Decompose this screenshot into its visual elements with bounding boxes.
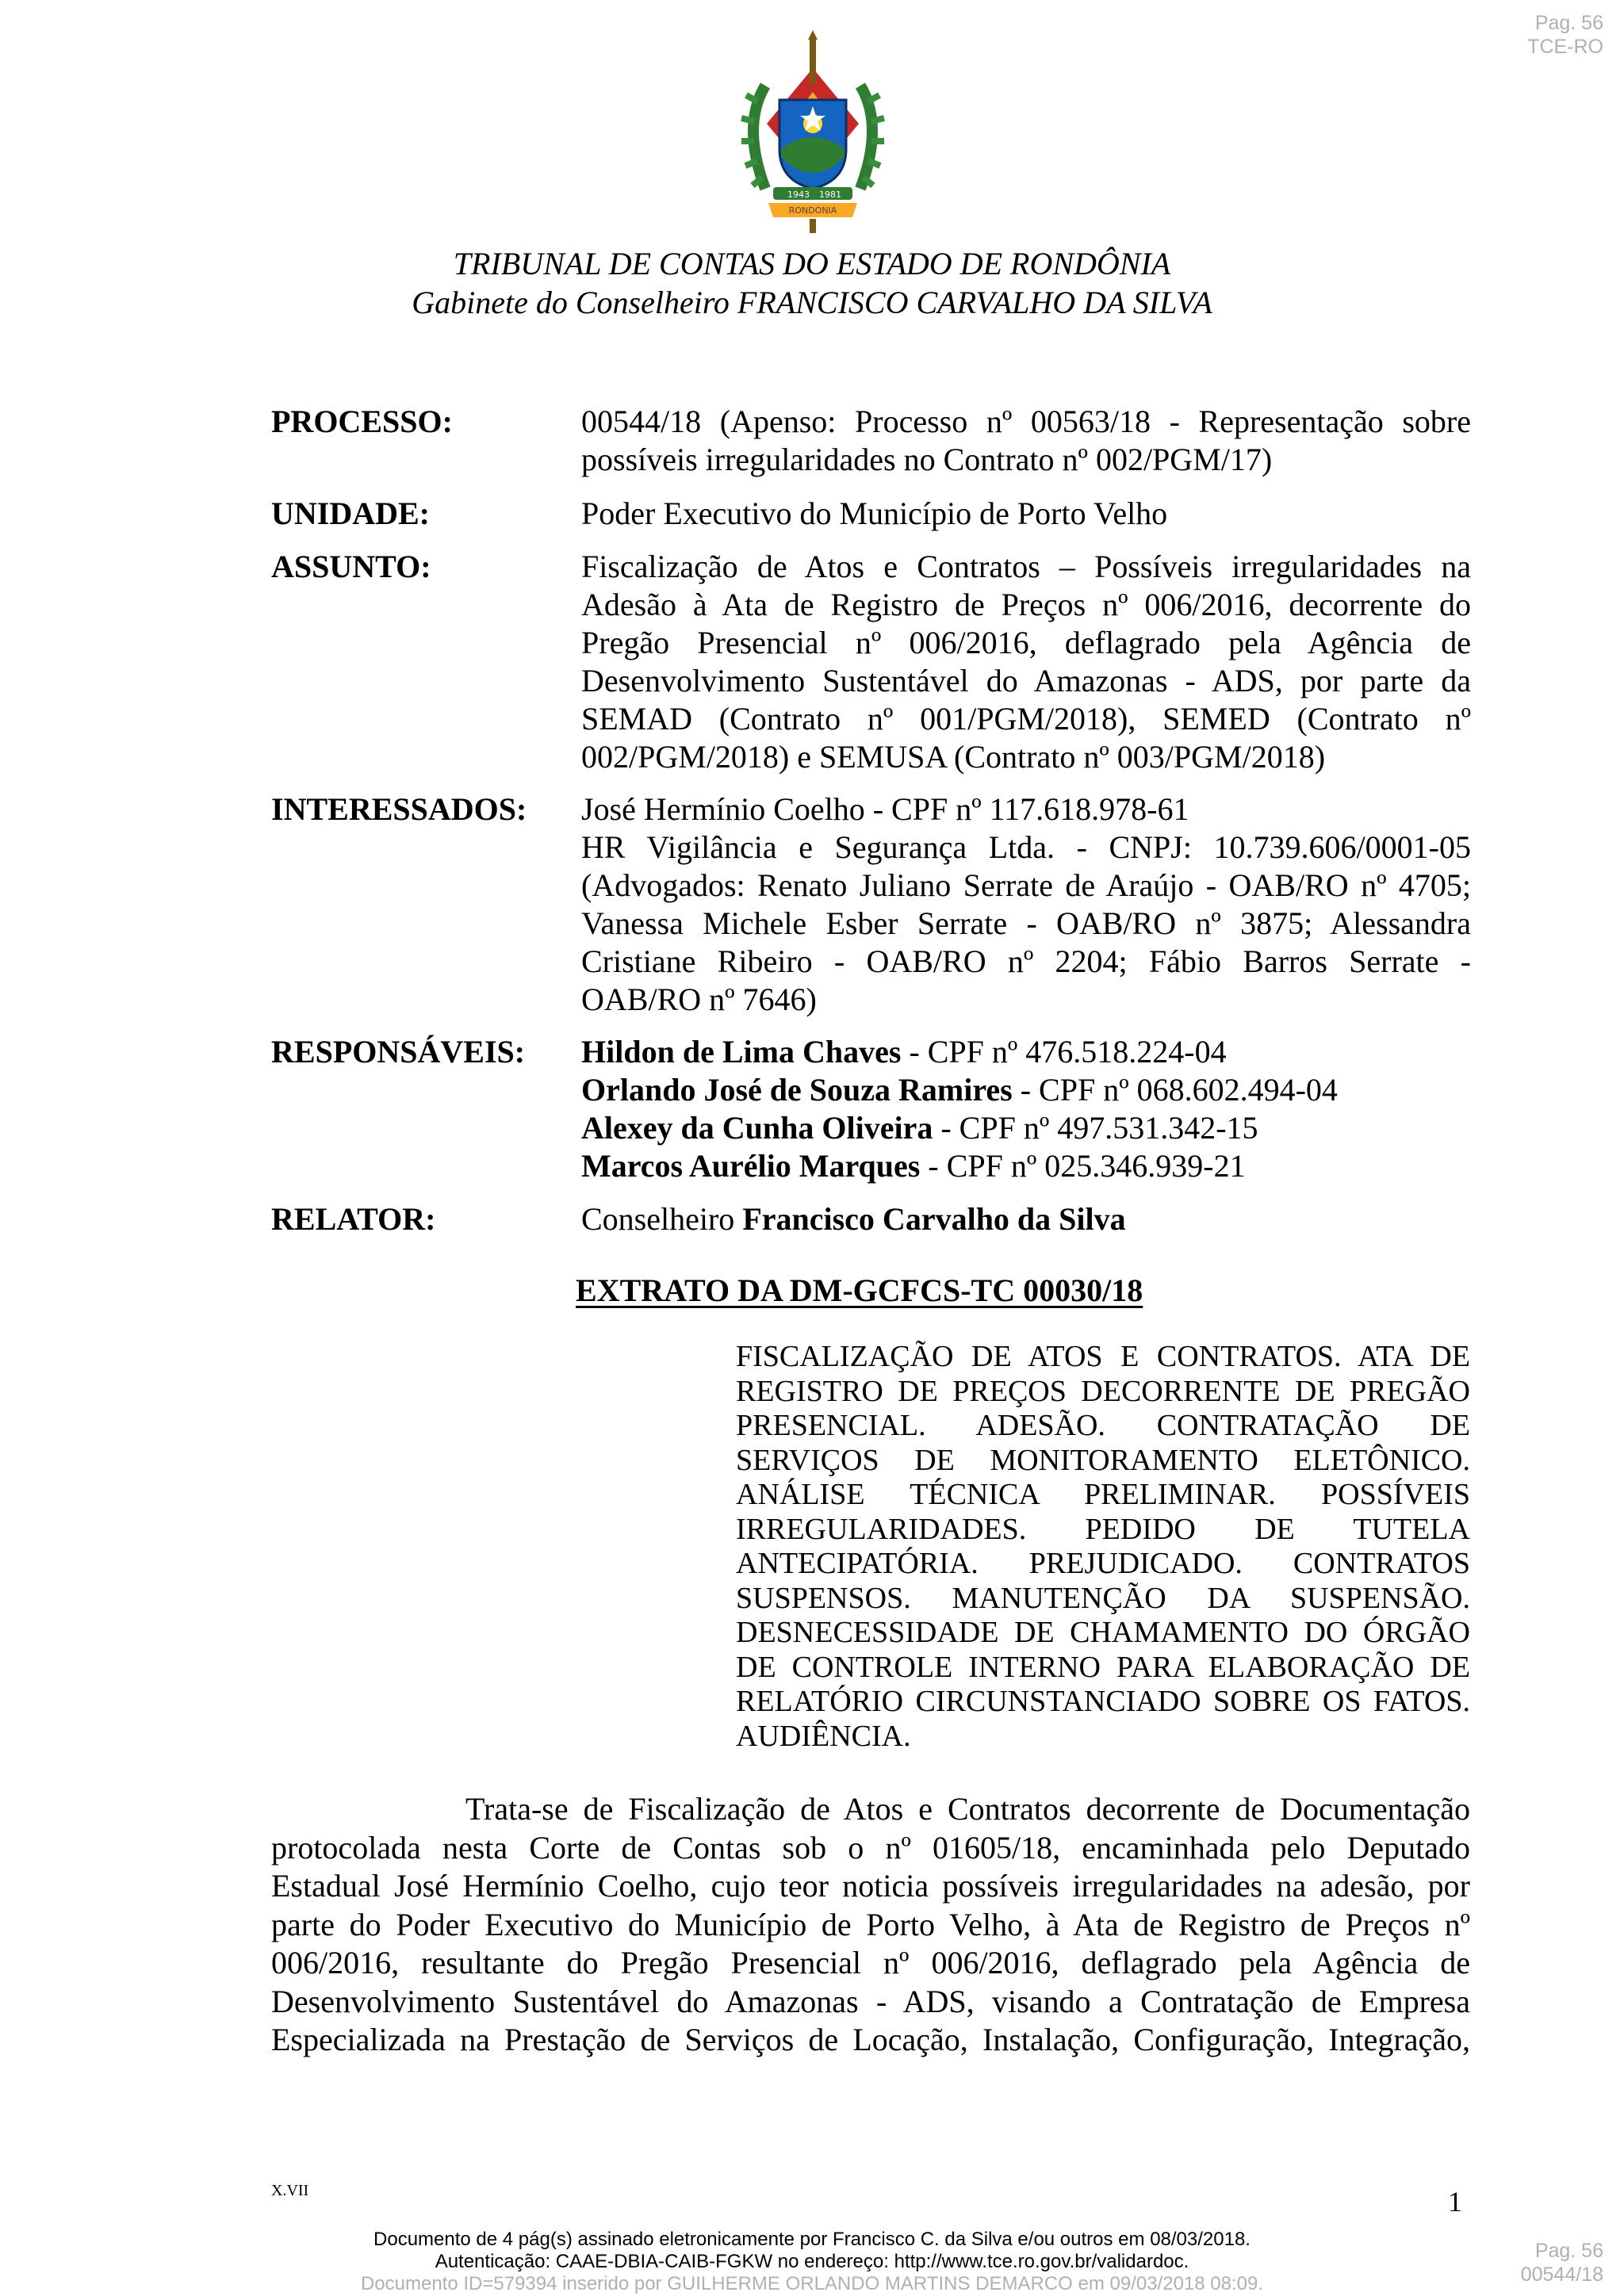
ementa-line: ANTECIPATÓRIA. PREJUDICADO. CONTRATOS [736, 1547, 1470, 1580]
page-stamp-page: Pag. 56 [1534, 2240, 1603, 2262]
body-line: Trata-se de Fiscalização de Atos e Contratos decorrente de Documentação [465, 1791, 1470, 1827]
responsavel-row [581, 1147, 1471, 1185]
ementa-line: AUDIÊNCIA. [736, 1719, 911, 1753]
processo-line: possíveis irregularidades no Contrato nº 002/PGM/17) [581, 442, 1273, 477]
responsavel-name: Marcos Aurélio Marques [581, 1148, 921, 1184]
ementa-line: IRREGULARIDADES. PEDIDO DE TUTELA [736, 1512, 1470, 1546]
assunto-line: Adesão à Ata de Registro de Preços nº 006/2016, decorrente do [581, 587, 1471, 622]
responsavel-name: Orlando José de Souza Ramires [581, 1072, 1013, 1108]
ementa-line: REGISTRO DE PREÇOS DECORRENTE DE PREGÃO [736, 1374, 1470, 1408]
interessados-line: Cristiane Ribeiro - OAB/RO nº 2204; Fábio Barros Serrate - [581, 943, 1471, 979]
interessados-value [581, 790, 1471, 1019]
body-line: Especializada na Prestação de Serviços de Locação, Instalação, Configuração, Integração, [271, 2022, 1470, 2057]
responsavel-cpf: - CPF nº 476.518.224-04 [901, 1034, 1227, 1070]
assunto-line: Fiscalização de Atos e Contratos – Possíveis irregularidades na [581, 549, 1471, 584]
page-number: 1 [1448, 2186, 1462, 2218]
ementa-line: SUSPENSOS. MANUTENÇÃO DA SUSPENSÃO. [736, 1581, 1470, 1615]
coat-of-arms [718, 30, 908, 236]
unidade-line: Poder Executivo do Município de Porto Velho [581, 496, 1168, 531]
page-stamp-top [1527, 11, 1603, 59]
interessados-line: Vanessa Michele Esber Serrate - OAB/RO nº 3875; Alessandra [581, 905, 1471, 941]
unidade-value [581, 495, 1471, 533]
responsaveis-value [581, 1033, 1471, 1185]
footer-docid: Documento ID=579394 inserido por GUILHERME ORLANDO MARTINS DEMARCO em 09/03/2018 08:09. [360, 2273, 1264, 2294]
interessados-line: José Hermínio Coelho - CPF nº 117.618.978-61 [581, 791, 1189, 827]
assunto-value [581, 548, 1471, 776]
ementa-line: FISCALIZAÇÃO DE ATOS E CONTRATOS. ATA DE [736, 1340, 1470, 1373]
body-paragraph [271, 1790, 1470, 2060]
body-line: protocolada nesta Corte de Contas sob o nº 01605/18, encaminhada pelo Deputado [271, 1829, 1470, 1866]
page-stamp-doc: 00544/18 [1520, 2263, 1603, 2286]
responsavel-cpf: - CPF nº 025.346.939-21 [920, 1148, 1246, 1184]
processo-line: 00544/18 (Apenso: Processo nº 00563/18 - Representação sobre [581, 404, 1471, 439]
interessados-line: OAB/RO nº 7646) [581, 982, 817, 1017]
page-stamp-page: Pag. 56 [1534, 12, 1603, 34]
assunto-line: SEMAD (Contrato nº 001/PGM/2018), SEMED (Contrato nº [581, 701, 1471, 737]
assunto-line: 002/PGM/2018) e SEMUSA (Contrato nº 003/PGM/2018) [581, 739, 1326, 775]
responsavel-row [581, 1033, 1471, 1071]
ementa-line: DE CONTROLE INTERNO PARA ELABORAÇÃO DE [736, 1650, 1470, 1684]
relator-label: RELATOR: [271, 1201, 436, 1237]
year-left: 1943 [787, 189, 810, 200]
ementa-line: ANÁLISE TÉCNICA PRELIMINAR. POSSÍVEIS [736, 1478, 1470, 1511]
assunto-line: Pregão Presencial nº 006/2016, deflagrado pela Agência de [581, 625, 1471, 660]
responsavel-cpf: - CPF nº 068.602.494-04 [1012, 1072, 1338, 1108]
interessados-label: INTERESSADOS: [271, 791, 527, 827]
header-subtitle: Gabinete do Conselheiro FRANCISCO CARVALHO DA SILVA [412, 285, 1212, 320]
banner-text: RONDONIA [788, 205, 837, 216]
relator-prefix: Conselheiro [581, 1201, 743, 1237]
year-right: 1981 [819, 189, 841, 200]
assunto-line: Desenvolvimento Sustentável do Amazonas - ADS, por parte da [581, 663, 1471, 698]
unidade-label: UNIDADE: [271, 496, 430, 531]
responsavel-name: Hildon de Lima Chaves [581, 1034, 902, 1070]
interessados-line: HR Vigilância e Segurança Ltda. - CNPJ: 10.739.606/0001-05 [581, 829, 1471, 865]
header-title: TRIBUNAL DE CONTAS DO ESTADO DE RONDÔNIA [453, 246, 1171, 281]
responsavel-row [581, 1071, 1471, 1109]
responsavel-name: Alexey da Cunha Oliveira [581, 1110, 933, 1146]
relator-value [581, 1200, 1471, 1238]
relator-name: Francisco Carvalho da Silva [742, 1201, 1126, 1237]
ementa-line: DESNECESSIDADE DE CHAMAMENTO DO ÓRGÃO [736, 1616, 1470, 1649]
ementa-line: PRESENCIAL. ADESÃO. CONTRATAÇÃO DE [736, 1409, 1470, 1442]
body-line: Desenvolvimento Sustentável do Amazonas - ADS, visando a Contratação de Empresa [271, 1983, 1470, 2019]
responsaveis-label: RESPONSÁVEIS: [271, 1034, 526, 1070]
ementa [736, 1340, 1470, 1754]
assunto-label: ASSUNTO: [271, 549, 431, 584]
processo-value [581, 403, 1471, 479]
ementa-line: RELATÓRIO CIRCUNSTANCIADO SOBRE OS FATOS. [736, 1685, 1470, 1718]
signature-footer [0, 2229, 1624, 2295]
footer-signed: Documento de 4 pág(s) assinado eletronicamente por Francisco C. da Silva e/ou outros em 08/03/2018. [373, 2229, 1251, 2250]
body-line: 006/2016, resultante do Pregão Presencial nº 006/2016, deflagrado pela Agência de [271, 1945, 1470, 1980]
responsavel-cpf: - CPF nº 497.531.342-15 [933, 1110, 1258, 1146]
page-stamp-org: TCE-RO [1527, 36, 1603, 58]
responsavel-row [581, 1109, 1471, 1147]
body-line: Estadual José Hermínio Coelho, cujo teor noticia possíveis irregularidades na adesão, por [271, 1868, 1470, 1904]
processo-label: PROCESSO: [271, 404, 453, 439]
extrato-title: EXTRATO DA DM-GCFCS-TC 00030/18 [576, 1272, 1143, 1308]
coat-of-arms-emblem [718, 30, 908, 236]
footer-code: X.VII [271, 2182, 309, 2199]
body-line: parte do Poder Executivo do Município de Porto Velho, à Ata de Registro de Preços nº [271, 1906, 1470, 1942]
interessados-line: (Advogados: Renato Juliano Serrate de Araújo - OAB/RO nº 4705; [581, 867, 1471, 903]
footer-auth: Autenticação: CAAE-DBIA-CAIB-FGKW no endereço: http://www.tce.ro.gov.br/validardoc. [435, 2251, 1189, 2272]
ementa-line: SERVIÇOS DE MONITORAMENTO ELETÔNICO. [736, 1443, 1470, 1477]
